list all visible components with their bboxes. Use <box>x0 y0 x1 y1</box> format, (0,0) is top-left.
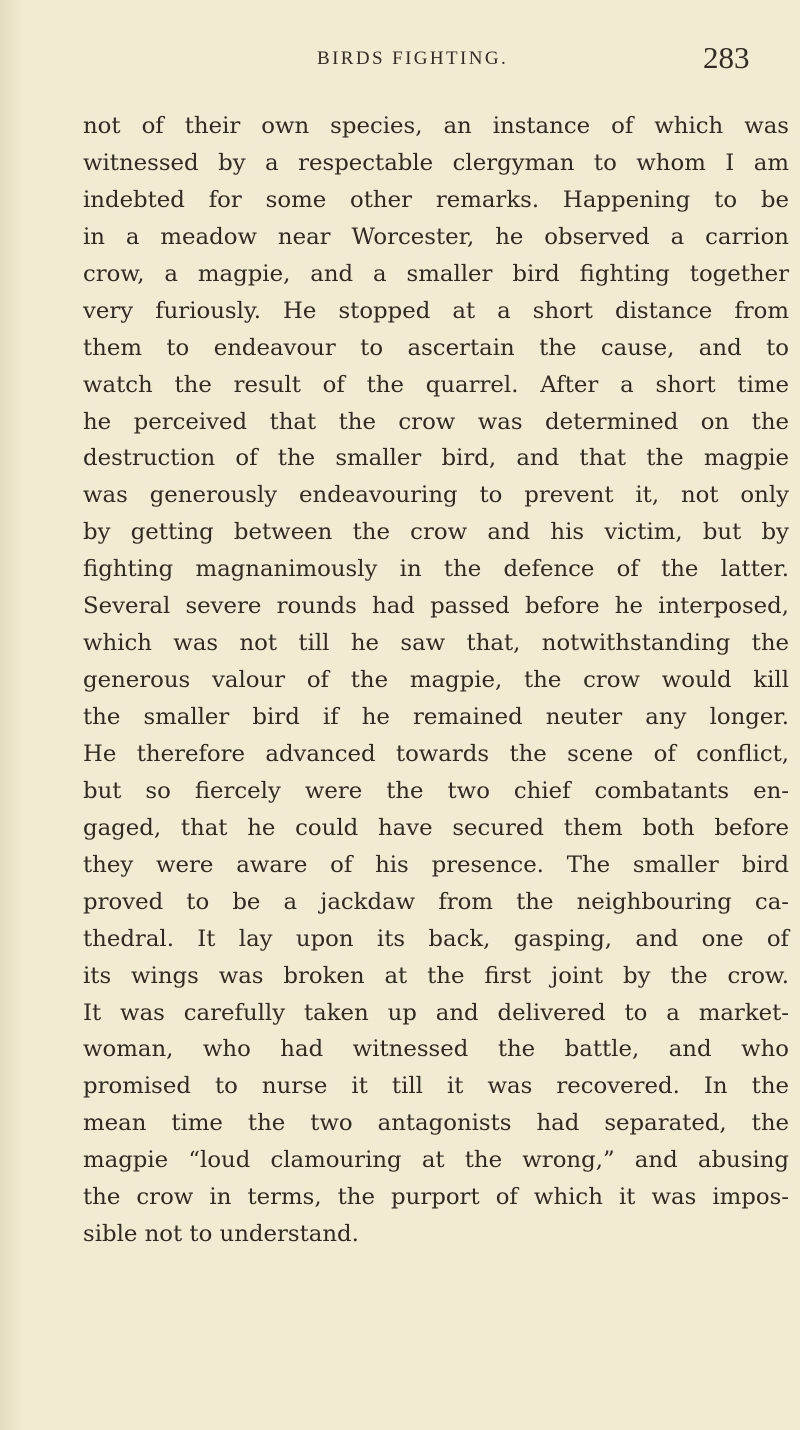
text-line: It was carefully taken up and delivered to a market- <box>83 999 789 1026</box>
text-line: but so fiercely were the two chief combatants en- <box>83 777 789 804</box>
text-line: watch the result of the quarrel. After a short time <box>83 371 789 398</box>
text-line: witnessed by a respectable clergyman to whom I am <box>83 149 789 176</box>
text-line: promised to nurse it till it was recovered. In the <box>83 1073 789 1100</box>
text-line: in a meadow near Worcester, he observed a carrion <box>83 223 789 250</box>
page-gutter-shadow <box>0 0 22 1430</box>
text-line: sible not to understand. <box>83 1221 359 1248</box>
text-line: He therefore advanced towards the scene of conflict, <box>83 740 789 767</box>
text-line: not of their own species, an instance of which was <box>83 113 789 139</box>
text-line: gaged, that he could have secured them both before <box>83 814 789 841</box>
page-number: 283 <box>703 40 750 75</box>
text-line: its wings was broken at the first joint by the crow. <box>83 962 789 989</box>
text-line: the crow in terms, the purport of which it was impos- <box>83 1184 789 1211</box>
text-line: destruction of the smaller bird, and that the magpie <box>83 445 789 472</box>
text-line: they were aware of his presence. The smaller bird <box>83 851 789 878</box>
text-line: by getting between the crow and his victim, but by <box>83 519 789 546</box>
text-line: the smaller bird if he remained neuter any longer. <box>83 704 789 730</box>
text-line: mean time the two antagonists had separated, the <box>83 1110 789 1137</box>
text-line: fighting magnanimously in the defence of the latter. <box>83 556 789 583</box>
text-line: magpie “loud clamouring at the wrong,” and abusing <box>83 1147 789 1174</box>
text-line: he perceived that the crow was determined on the <box>83 408 789 435</box>
running-head: BIRDS FIGHTING. <box>317 48 509 69</box>
text-line: was generously endeavouring to prevent it, not only <box>83 482 789 509</box>
text-line: generous valour of the magpie, the crow would kill <box>83 667 789 694</box>
text-line: woman, who had witnessed the battle, and who <box>83 1036 789 1063</box>
page-header <box>0 40 800 88</box>
text-line: which was not till he saw that, notwithstanding the <box>83 630 789 657</box>
text-line: them to endeavour to ascertain the cause, and to <box>83 334 789 361</box>
text-line: crow, a magpie, and a smaller bird fighting together <box>83 260 789 287</box>
text-line: very furiously. He stopped at a short distance from <box>83 297 789 324</box>
text-line: indebted for some other remarks. Happening to be <box>83 186 789 213</box>
text-line: Several severe rounds had passed before he interposed, <box>83 593 789 620</box>
text-line: proved to be a jackdaw from the neighbouring ca- <box>83 888 789 915</box>
body-text <box>83 108 789 1253</box>
text-line: thedral. It lay upon its back, gasping, and one of <box>83 925 789 952</box>
